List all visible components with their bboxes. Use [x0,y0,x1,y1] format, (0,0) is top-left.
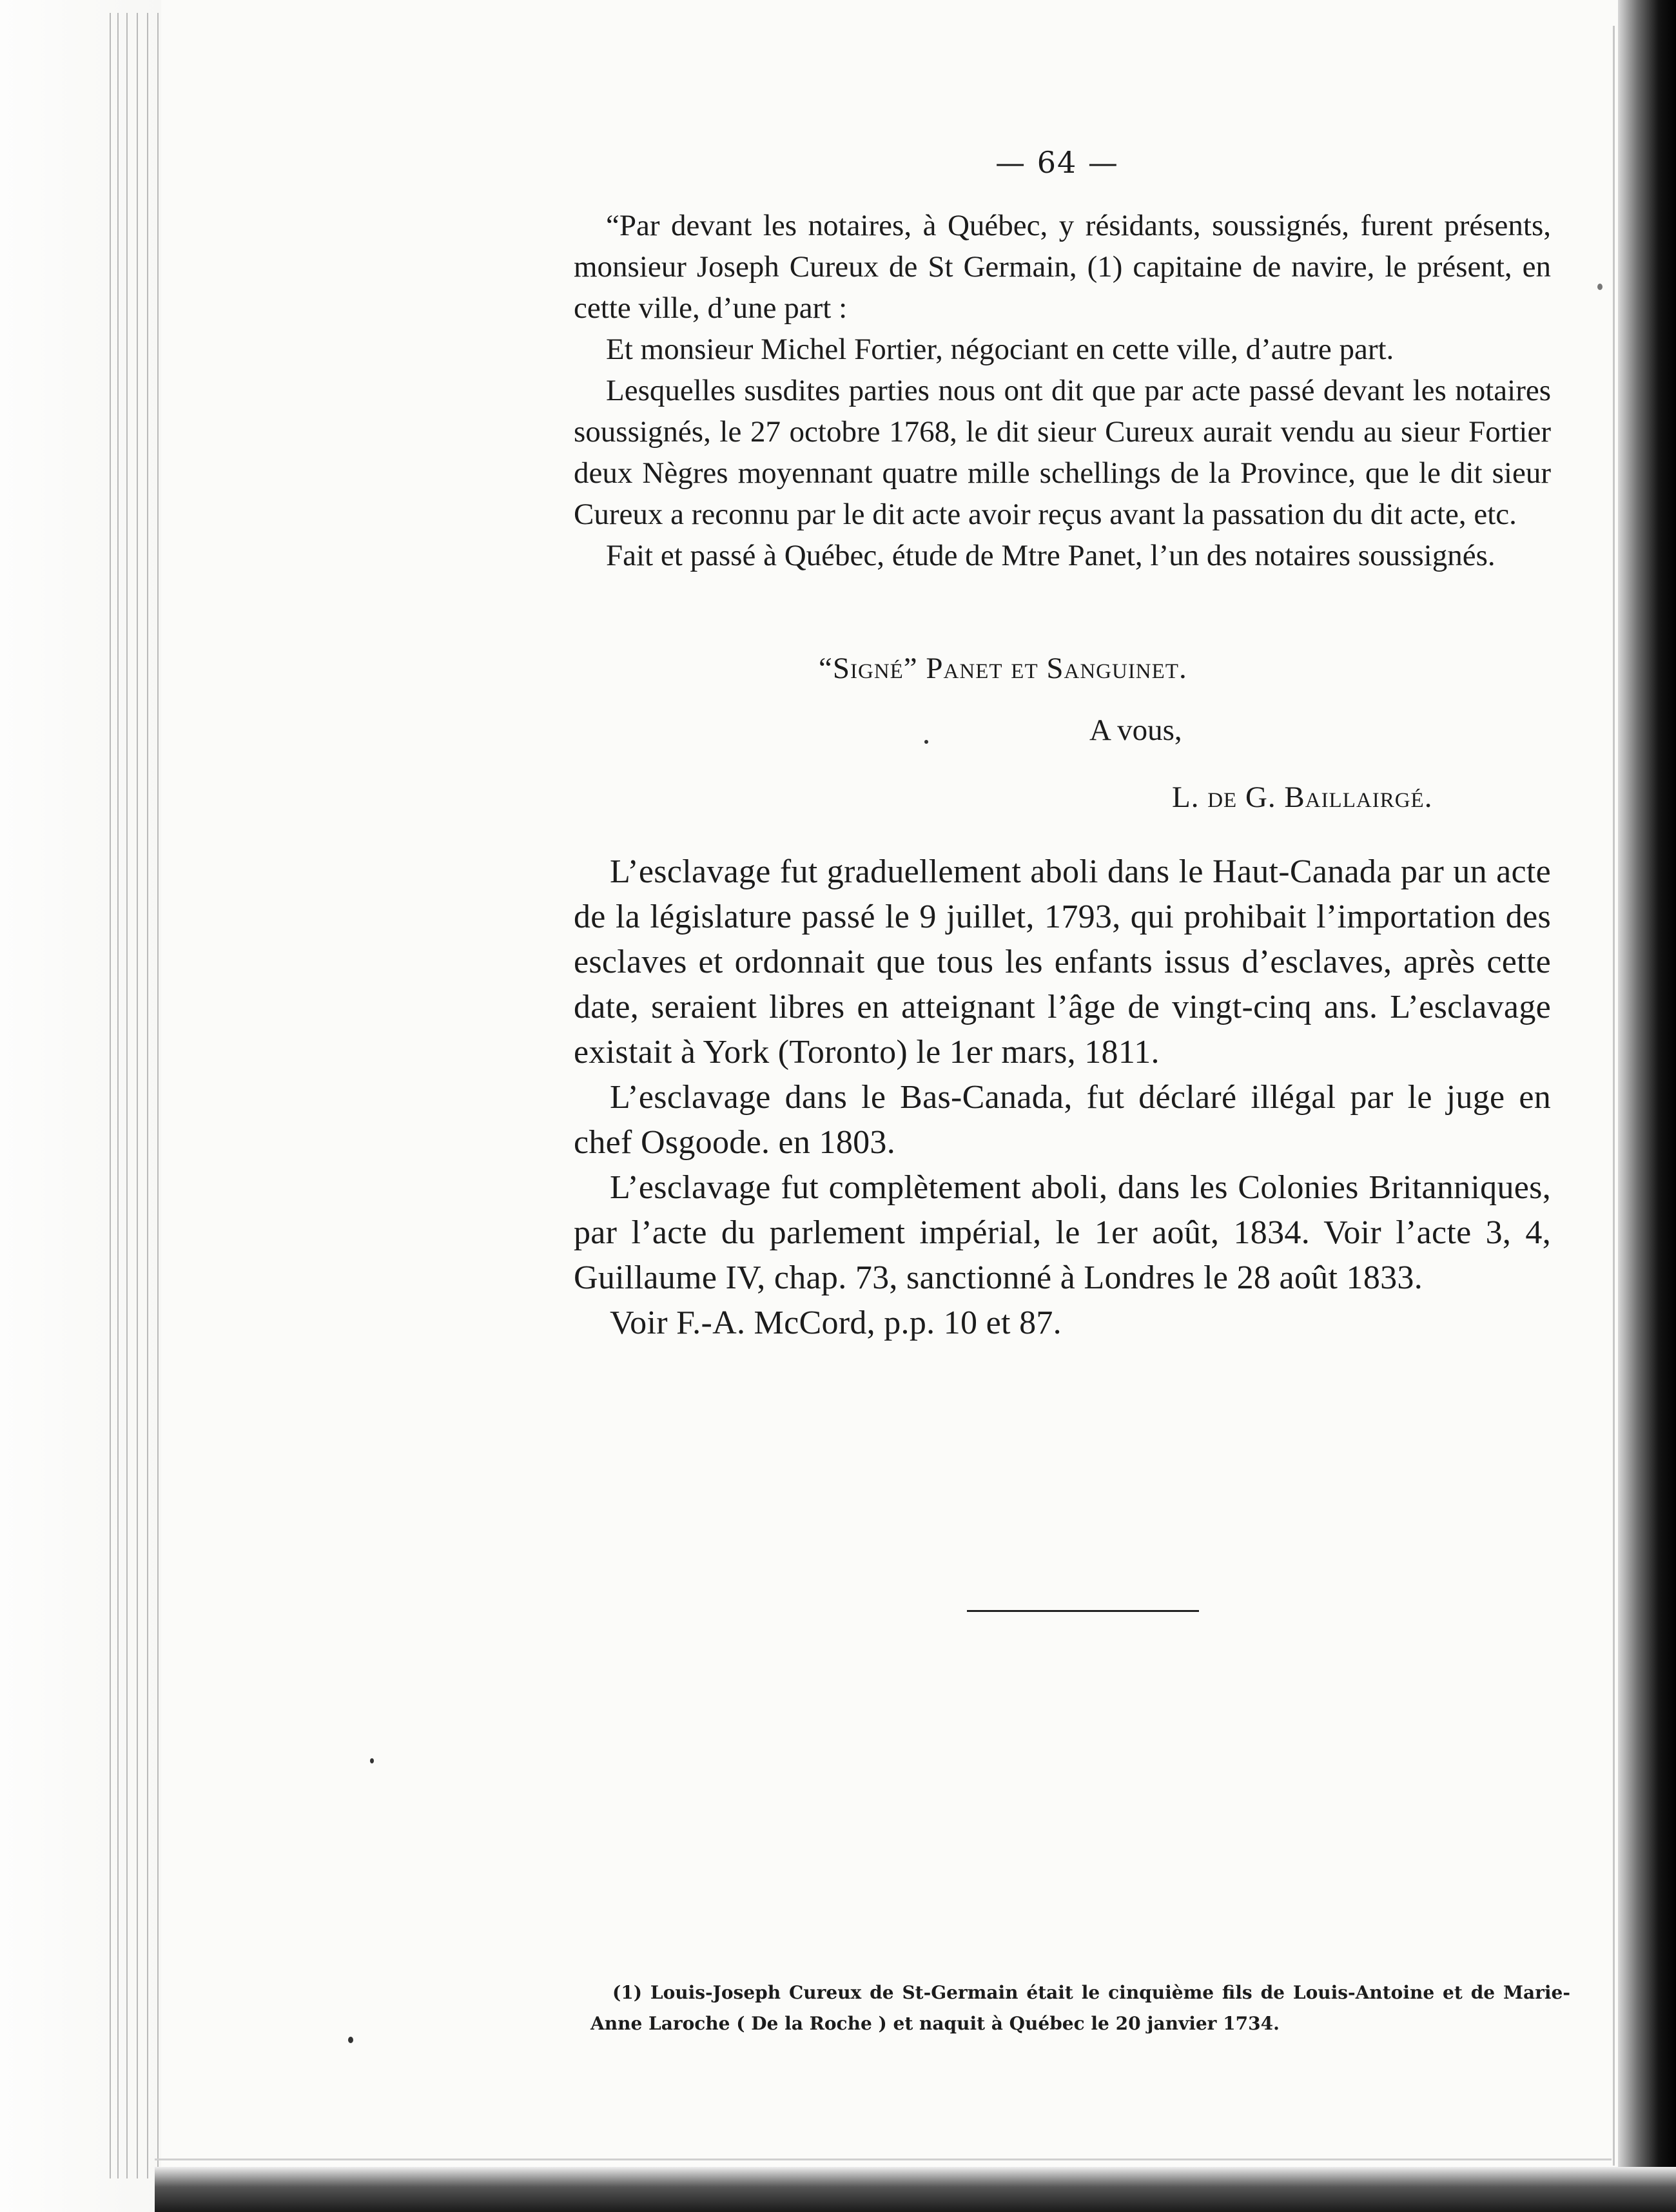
signed-line [819,651,1187,686]
footnote-text: (1) Louis-Joseph Cureux de St-Germain était le cinquième fils de Louis-Antoine et de Marie-Anne Laroche ( De la Roche ) et naquit à Québec le 20 janvier 1734. [590,1982,1570,2034]
author-text: L. de G. Baillairgé. [1172,781,1433,814]
right-dark-edge [1618,0,1676,2212]
act-paragraph-4: Fait et passé à Québec, étude de Mtre Panet, l’un des notaires soussignés. [606,539,1496,572]
section-divider [967,1610,1199,1612]
page-number: — 64 — [995,145,1119,180]
act-paragraph-1: “Par devant les notaires, à Québec, y résidants, soussignés, furent présents, monsieur Joseph Cureux de St Germain, (1) capitaine de navire, le présent, en cette ville, d’une part : [574,209,1551,325]
act-paragraph-2: Et monsieur Michel Fortier, négociant en cette ville, d’autre part. [606,333,1394,366]
closing-text: A vous, [1089,713,1182,747]
ink-speck [370,1758,374,1763]
ink-speck [1597,284,1603,290]
author-line [1172,780,1432,815]
right-page-line [1613,26,1615,2166]
history-paragraph-1: L’esclavage fut graduellement aboli dans le Haut-Canada par un acte de la législature passé le 9 juillet, 1793, qui prohibait l’importation des esclaves et ordonnait que tous les enfants issus d’esclaves, après cette date, seraient libres en atteignant l’âge de vingt-cinq ans. L’esclavage existait à York (Toronto) le 1er mars, 1811. [574,853,1551,1071]
act-paragraph-3: Lesquelles susdites parties nous ont dit que par acte passé devant les notaires soussignés, le 27 octobre 1768, le dit sieur Cureux aurait vendu au sieur Fortier deux Nègres moyennant quatre mille schellings de la Province, que le dit sieur Cureux a reconnu par le dit acte avoir reçus avant la passation du dit acte, etc. [574,374,1551,531]
signed-text: “Signé” Panet et Sanguinet. [819,652,1187,685]
bottom-dark-edge [155,2167,1676,2212]
closing-line [1089,713,1182,748]
history-paragraph-4: Voir F.-A. McCord, p.p. 10 et 87. [610,1305,1062,1341]
history-paragraph-3: L’esclavage fut complètement aboli, dans les Colonies Britanniques, par l’acte du parlement impérial, le 1er août, 1834. Voir l’acte 3, 4, Guillaume IV, chap. 73, sanctionné à Londres le 28 août 1833. [574,1169,1551,1296]
ink-speck [924,740,928,744]
footnote [590,1977,1570,2039]
ink-speck [348,2037,353,2043]
history-text [574,849,1551,1346]
history-paragraph-2: L’esclavage dans le Bas-Canada, fut déclaré illégal par le juge en chef Osgoode. en 1803. [574,1079,1551,1161]
bottom-page-line [155,2159,1612,2160]
binding-edge [0,0,161,2212]
notarial-act-text [574,205,1551,576]
